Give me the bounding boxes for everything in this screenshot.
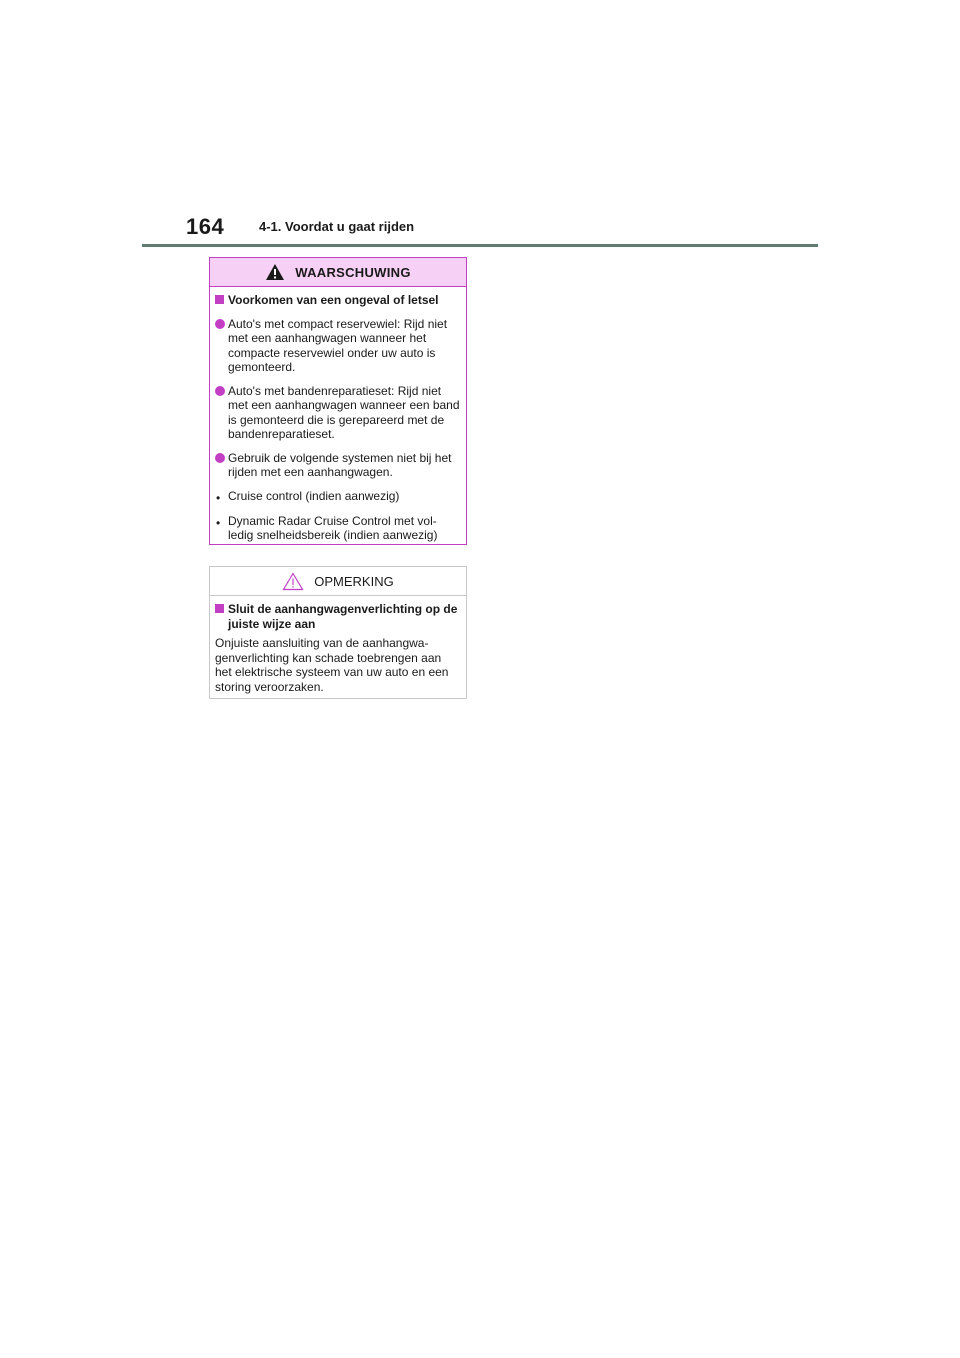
list-item [215, 317, 460, 375]
header-divider [142, 244, 818, 247]
page-number: 164 [186, 214, 225, 239]
warning-box [209, 257, 467, 545]
warning-heading-row [215, 293, 460, 308]
dot-bullet-icon: • [216, 490, 221, 505]
note-body: Onjuiste aansluiting van de aanhangwa-genverlichting kan schade toebrengen aan het elektrische systeem van uw auto en een storing veroorzaken. [215, 636, 449, 694]
note-header [210, 567, 466, 596]
list-item [215, 514, 460, 543]
square-bullet-icon [215, 295, 224, 304]
warning-sub-item: Cruise control (indien aanwezig) [228, 488, 400, 503]
note-box [209, 566, 467, 699]
warning-content [210, 287, 466, 543]
warning-item: Auto's met compact reservewiel: Rijd niet met een aanhangwagen wanneer het compacte reservewiel onder uw auto is gemonteerd. [228, 316, 448, 374]
dot-bullet-icon: • [216, 515, 221, 530]
caution-triangle-icon [282, 572, 304, 591]
list-item [215, 451, 460, 480]
warning-header [210, 258, 466, 287]
note-heading-row [215, 602, 460, 631]
warning-item: Auto's met bandenreparatieset: Rijd niet met een aanhangwagen wanneer een band is gemonteerd die is gerepareerd met de bandenreparatieset. [228, 383, 460, 441]
circle-bullet-icon [215, 453, 225, 463]
note-content [210, 596, 466, 694]
list-item [215, 489, 460, 505]
list-item [215, 384, 460, 442]
note-heading: Sluit de aanhangwagenverlichting op de juiste wijze aan [228, 602, 458, 631]
warning-sub-item: Dynamic Radar Cruise Control met vol-ledig snelheidsbereik (indien aanwezig) [228, 513, 438, 542]
warning-title: WAARSCHUWING [295, 264, 411, 280]
warning-item: Gebruik de volgende systemen niet bij het rijden met een aanhangwagen. [228, 450, 452, 479]
square-bullet-icon [215, 604, 224, 613]
section-title: 4-1. Voordat u gaat rijden [259, 219, 415, 234]
note-title: OPMERKING [314, 573, 394, 589]
circle-bullet-icon [215, 319, 225, 329]
warning-triangle-icon [265, 263, 285, 281]
circle-bullet-icon [215, 386, 225, 396]
warning-heading: Voorkomen van een ongeval of letsel [228, 293, 439, 307]
